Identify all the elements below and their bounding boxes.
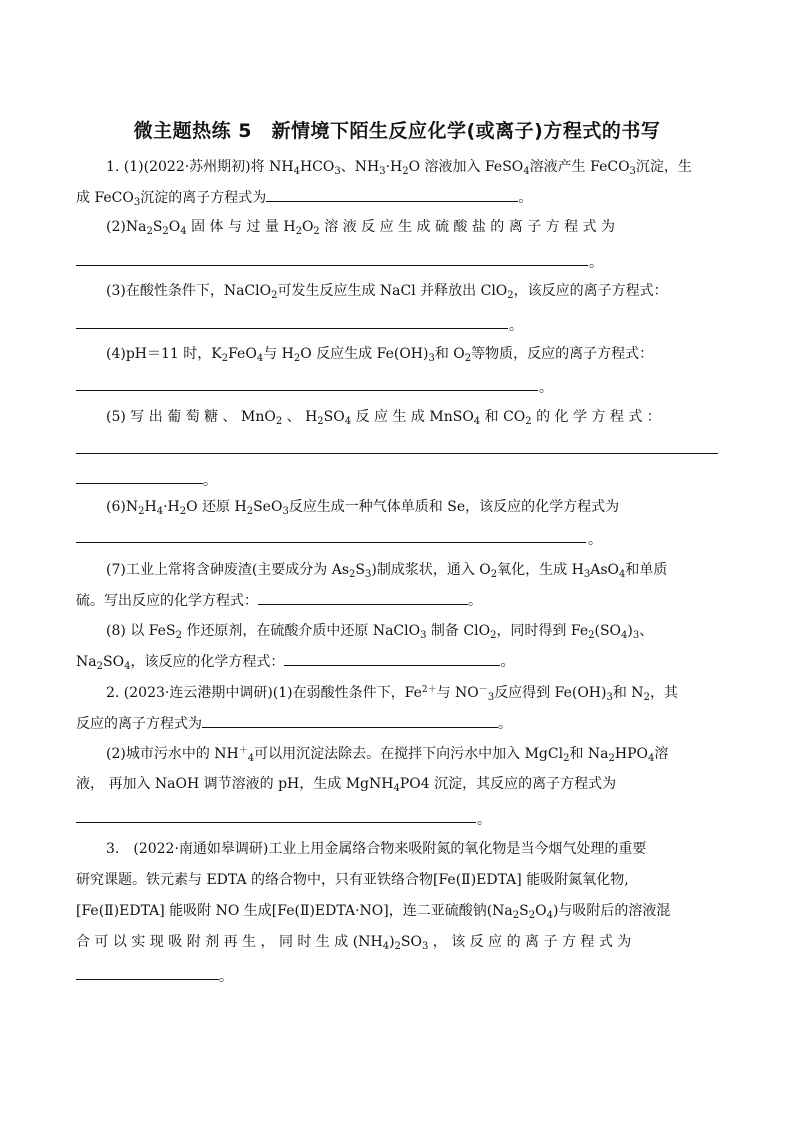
q3-line2: 研究课题。铁元素与 EDTA 的络合物中，只有亚铁络合物[Fe(Ⅱ)EDTA] 能吸附氮氧化物,	[76, 872, 629, 888]
q3-line1: 3. (2022·南通如皋调研)工业上用金属络合物来吸附氮的氧化物是当今烟气处理的重要	[106, 841, 647, 857]
q3-line4: 合 可 以 实 现 吸 附 剂 再 生 ， 同 时 生 成 $(NH_4)_2SO_3$ ， 该 反 应 的 离 子 方 程 式 为	[76, 934, 632, 952]
q1-part7-line1: (7)工业上常将含砷废渣(主要成分为 $As_2S_3$)制成浆状，通入 $O_2$氧化，生成 $H_3AsO_4$和单质	[106, 562, 668, 580]
period: 。	[539, 380, 553, 396]
q2-part1-line2: 反应的离子方程式为 。	[76, 713, 718, 734]
answer-blank[interactable]	[76, 265, 588, 266]
period: 。	[589, 255, 603, 271]
q1-part3-line1: (3)在酸性条件下，NaClO$_2$可发生反应生成 NaCl 并释放出 ClO$_2$，该反应的离子方程式：	[106, 283, 668, 301]
q1-part7-line2: 硫。写出反应的化学方程式： 。	[76, 590, 718, 611]
period: 。	[203, 473, 217, 489]
period: 。	[588, 532, 602, 548]
q1-part6-line1: $(6)N_2H_4\cdot H_2O$ 还原 $H_2SeO_3$反应生成一种气体单质和 Se，该反应的化学方程式为	[106, 499, 620, 517]
q1-part1-line2: 成 FeCO$_3$沉淀的离子方程式为 。	[76, 187, 718, 208]
q1-part1-line1: 1. (1)(2022·苏州期初)将 $NH_4HCO_3$、$NH_3\cdot H_2O$ 溶液加入 FeSO$_4$溶液产生 FeCO$_3$沉淀，生	[106, 159, 692, 177]
page-title: 微主题热练 5 新情境下陌生反应化学(或离子)方程式的书写	[133, 120, 661, 142]
q1-part5-line1: (5) 写 出 葡 萄 糖 、 MnO$_2$ 、 $H_2SO_4$ 反 应 生 成 MnSO$_4$ 和 $CO_2$ 的 化 学 方 程 式 ：	[106, 409, 661, 427]
answer-blank[interactable]	[76, 483, 203, 484]
period: 。	[477, 812, 491, 828]
answer-blank[interactable]	[266, 187, 518, 202]
answer-blank[interactable]	[258, 590, 468, 605]
period: 。	[509, 318, 523, 334]
q3-line3: [Fe(Ⅱ)EDTA] 能吸附 NO 生成[Fe(Ⅱ)EDTA·NO]，连二亚硫酸钠$(Na_2S_2O_4)$与吸附后的溶液混	[76, 903, 671, 921]
q2-part2-line2: 液， 再加入 NaOH 调节溶液的 pH，生成 MgNH$_4$PO4 沉淀，其反应的离子方程式为	[76, 776, 617, 794]
q1-part8-line2: $Na_2SO_4$，该反应的化学方程式： 。	[76, 651, 718, 672]
period: 。	[219, 969, 233, 985]
q1-part2-line1: $(2)Na_2S_2O_4$ 固 体 与 过 量 $H_2O_2$ 溶 液 反 应 生 成 硫 酸 盐 的 离 子 方 程 式 为	[106, 219, 615, 237]
q1-part8-line1: (8) 以 FeS$_2$ 作还原剂，在硫酸介质中还原 NaClO$_3$ 制备 ClO$_2$，同时得到 $Fe_2(SO_4)_3$、	[106, 623, 654, 641]
answer-blank[interactable]	[202, 713, 498, 728]
answer-blank[interactable]	[76, 979, 219, 980]
answer-blank[interactable]	[76, 542, 586, 543]
answer-blank[interactable]	[76, 390, 538, 391]
answer-blank[interactable]	[284, 651, 500, 666]
q1-part4-line1: (4)pH＝11 时，$K_2FeO_4$与 $H_2O$ 反应生成 $Fe(OH)_3$和 $O_2$等物质，反应的离子方程式：	[106, 346, 654, 364]
answer-blank[interactable]	[76, 328, 508, 329]
answer-blank[interactable]	[76, 822, 476, 823]
answer-blank[interactable]	[76, 453, 718, 454]
q2-part2-line1: (2)城市污水中的 $NH^+_4$可以用沉淀法除去。在搅拌下向污水中加入 MgCl$_2$和 $Na_2HPO_4$溶	[106, 746, 669, 764]
q2-part1-line1: 2. (2023·连云港期中调研)(1)在弱酸性条件下，$Fe^{2+}$与 $NO^-_3$反应得到 $Fe(OH)_3$和 $N_2$，其	[106, 685, 678, 703]
